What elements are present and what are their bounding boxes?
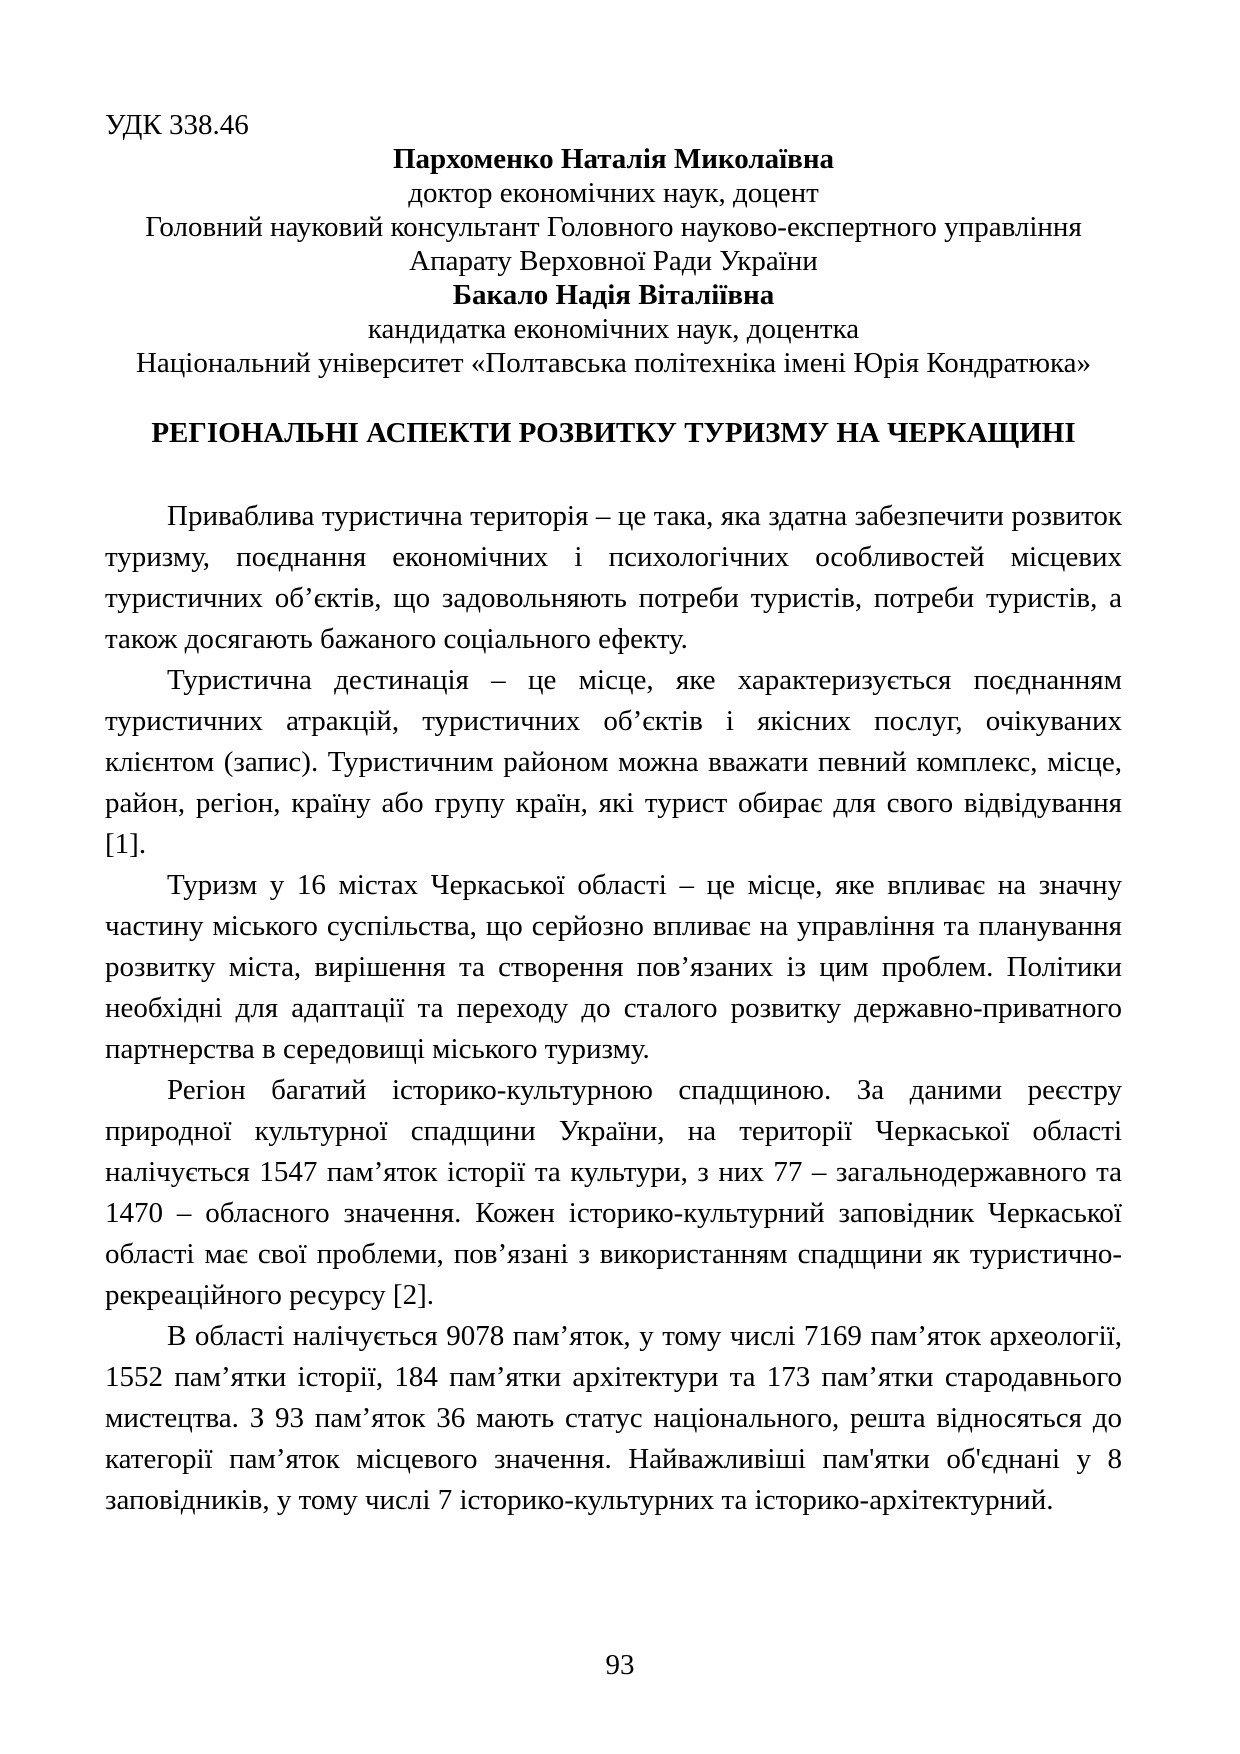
paragraph-5: В області налічується 9078 пам’яток, у тому числі 7169 пам’яток археології, 1552 пам’ятки історії, 184 пам’ятки архітектури та 173 пам’ятки стародавнього мистецтва. З 93 пам’яток 36 мають статус національного, решта відносяться до категорії пам’яток місцевого значення. Найважливіші пам'ятки об'єднані у 8 заповідників, у тому числі 7 історико-культурних та історико-архітектурний. (105, 1320, 1122, 1516)
paragraph-1: Приваблива туристична територія – це така, яка здатна забезпечити розвиток туризму, поєднання економічних і психологічних особливостей місцевих туристичних об’єктів, що задовольняють потреби туристів, потреби туристів, а також досягають бажаного соціального ефекту. (105, 500, 1122, 655)
author-degree-2: кандидатка економічних наук, доцентка (367, 313, 860, 345)
paragraph-2: Туристична дестинація – це місце, яке характеризується поєднанням туристичних атракцій, туристичних об’єктів і якісних послуг, очікуваних клієнтом (запис). Туристичним районом можна вважати певний комплекс, місце, район, регіон, країну або групу країн, які турист обирає для свого відвідування [1]. (105, 664, 1122, 860)
paragraph-3: Туризм у 16 містах Черкаської області – це місце, яке впливає на значну частину міського суспільства, що серйозно впливає на управління та планування розвитку міста, вирішення та створення пов’язаних із цим проблем. Політики необхідні для адаптації та переходу до сталого розвитку державно-приватного партнерства в середовищі міського туризму. (105, 869, 1122, 1065)
article-title: РЕГІОНАЛЬНІ АСПЕКТИ РОЗВИТКУ ТУРИЗМУ НА ЧЕРКАЩИНІ (151, 417, 1076, 449)
author-name-2: Бакало Надія Віталіївна (452, 279, 775, 311)
author-affiliation-1: Головний науковий консультант Головного науково-експертного управління Апарату Верховної Ради України (145, 211, 1082, 277)
author-degree-1: доктор економічних наук, доцент (408, 177, 819, 209)
author-block (105, 142, 1122, 380)
udc-code: УДК 338.46 (105, 109, 249, 141)
author-name-1: Пархоменко Наталія Миколаївна (392, 143, 835, 175)
article-body (105, 496, 1122, 1521)
author-affiliation-2: Національний університет «Полтавська політехніка імені Юрія Кондратюка» (135, 347, 1092, 379)
paragraph-4: Регіон багатий історико-культурною спадщиною. За даними реєстру природної культурної спадщини України, на території Черкаської області налічується 1547 пам’яток історії та культури, з них 77 – загальнодержавного та 1470 – обласного значення. Кожен історико-культурний заповідник Черкаської області має свої проблеми, пов’язані з використанням спадщини як туристично-рекреаційного ресурсу [2]. (105, 1074, 1122, 1311)
page-number: 93 (605, 1649, 635, 1681)
